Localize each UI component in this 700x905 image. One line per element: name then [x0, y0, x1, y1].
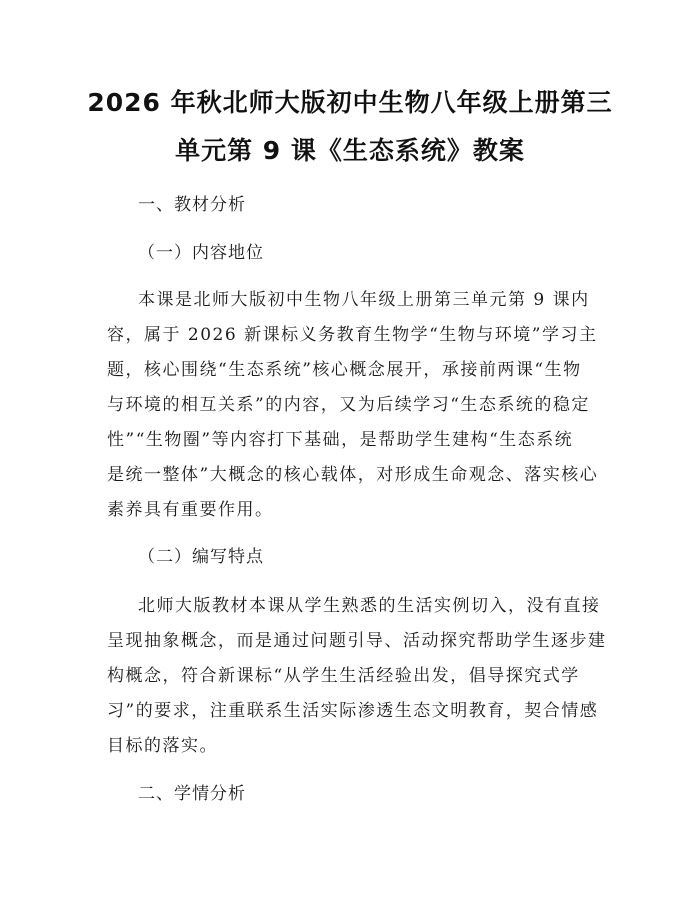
- paragraph-1-line-2: 容，属于 2026 新课标义务教育生物学“生物与环境”学习主: [107, 325, 598, 345]
- paragraph-1-line-6: 是统一整体”大概念的核心载体，对形成生命观念、落实核心: [107, 465, 599, 485]
- paragraph-2-line-1: 北师大版教材本课从学生熟悉的生活实例切入，没有直接: [138, 596, 601, 616]
- paragraph-2-line-4: 习”的要求，注重联系生活实际渗透生态文明教育，契合情感: [107, 701, 599, 721]
- paragraph-1-line-1: 本课是北师大版初中生物八年级上册第三单元第 9 课内: [138, 290, 590, 310]
- section-heading-student-analysis: 二、学情分析: [138, 784, 246, 804]
- paragraph-1-line-7: 素养具有重要作用。: [107, 500, 274, 520]
- paragraph-1-line-3: 题，核心围绕“生态系统”核心概念展开，承接前两课“生物: [107, 360, 582, 380]
- paragraph-1-line-5: 性”“生物圈”等内容打下基础，是帮助学生建构“生态系统: [107, 430, 574, 450]
- subsection-heading-content-position: （一）内容地位: [138, 243, 264, 263]
- section-heading-textbook-analysis: 一、教材分析: [138, 195, 246, 215]
- paragraph-2-line-2: 呈现抽象概念，而是通过问题引导、活动探究帮助学生逐步建: [107, 631, 607, 651]
- paragraph-2-line-3: 构概念，符合新课标“从学生生活经验出发，倡导探究式学: [107, 666, 580, 686]
- paragraph-2-line-5: 目标的落实。: [107, 736, 218, 756]
- paragraph-1-line-4: 与环境的相互关系”的内容，又为后续学习“生态系统的稳定: [107, 395, 590, 415]
- document-title-line-2: 单元第 9 课《生态系统》教案: [175, 136, 525, 165]
- document-title-line-1: 2026 年秋北师大版初中生物八年级上册第三: [87, 88, 613, 117]
- subsection-heading-writing-features: （二）编写特点: [138, 547, 264, 567]
